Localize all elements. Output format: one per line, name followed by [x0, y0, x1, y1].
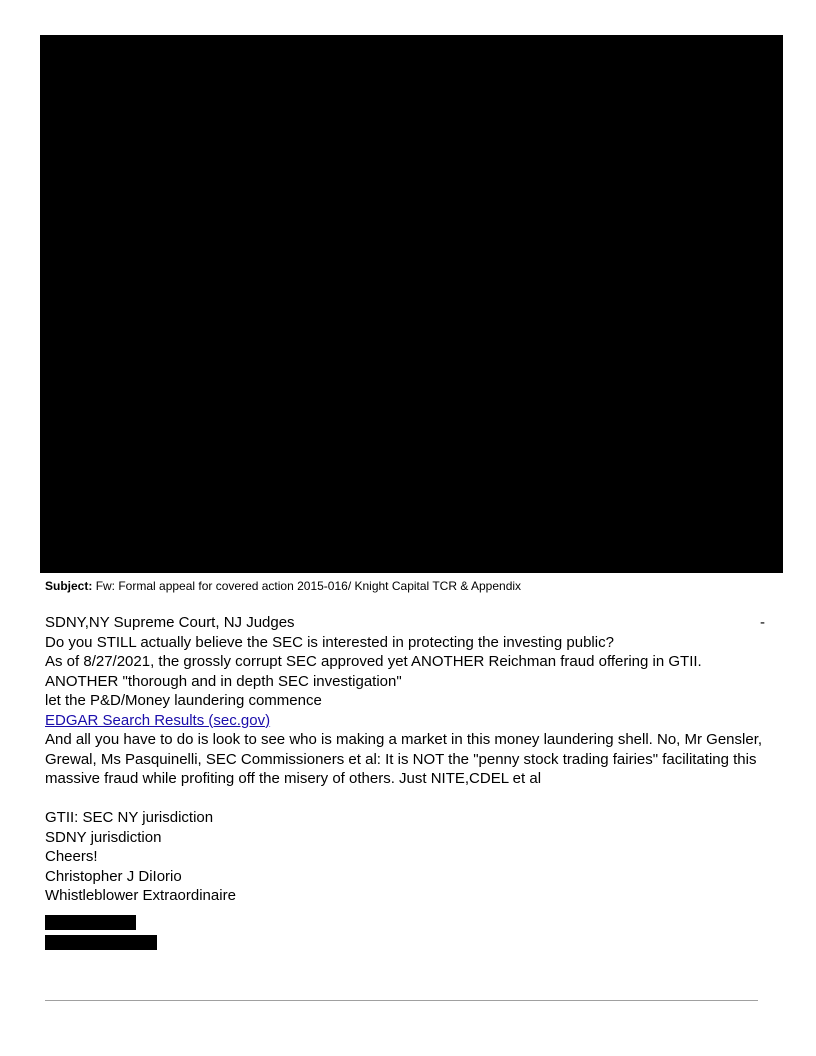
signature-name: Christopher J DiIorio	[45, 867, 182, 885]
redacted-header-block	[40, 35, 783, 573]
signature-title: Whistleblower Extraordinaire	[45, 887, 236, 904]
body-paragraph-market-makers: And all you have to do is look to see who is making a market in this money laundering shell. No, Mr Gensler, Grewal, Ms Pasquinelli, SEC Commissioners et al: It is NOT the "penny stock trading fairies" facilitating this massive fraud while profiting off the misery of others. Just NITE,CDEL et al	[45, 731, 763, 787]
body-line-commence: let the P&D/Money laundering commence	[45, 692, 322, 709]
stray-dash: -	[760, 614, 765, 631]
email-subject	[45, 578, 521, 594]
subject-label: Subject:	[45, 579, 93, 593]
body-line-recipients: SDNY,NY Supreme Court, NJ Judges	[45, 614, 295, 631]
email-body	[45, 613, 767, 906]
subject-text: Fw: Formal appeal for covered action 2015-016/ Knight Capital TCR & Appendix	[95, 579, 522, 593]
edgar-search-link[interactable]: EDGAR Search Results (sec.gov)	[45, 711, 271, 729]
body-line-sdny-jurisdiction: SDNY jurisdiction	[45, 828, 162, 846]
body-line-offering: As of 8/27/2021, the grossly corrupt SEC approved yet ANOTHER Reichman fraud offering in GTII.	[45, 653, 702, 670]
redacted-contact-line-1	[45, 915, 136, 930]
footer-divider	[45, 1000, 758, 1001]
body-line-signoff: Cheers!	[45, 848, 98, 865]
body-line-investigation: ANOTHER "thorough and in depth SEC investigation"	[45, 672, 402, 690]
redacted-contact-line-2	[45, 935, 157, 950]
body-line-question: Do you STILL actually believe the SEC is interested in protecting the investing public?	[45, 633, 614, 651]
body-line-gtii-jurisdiction: GTII: SEC NY jurisdiction	[45, 809, 214, 826]
